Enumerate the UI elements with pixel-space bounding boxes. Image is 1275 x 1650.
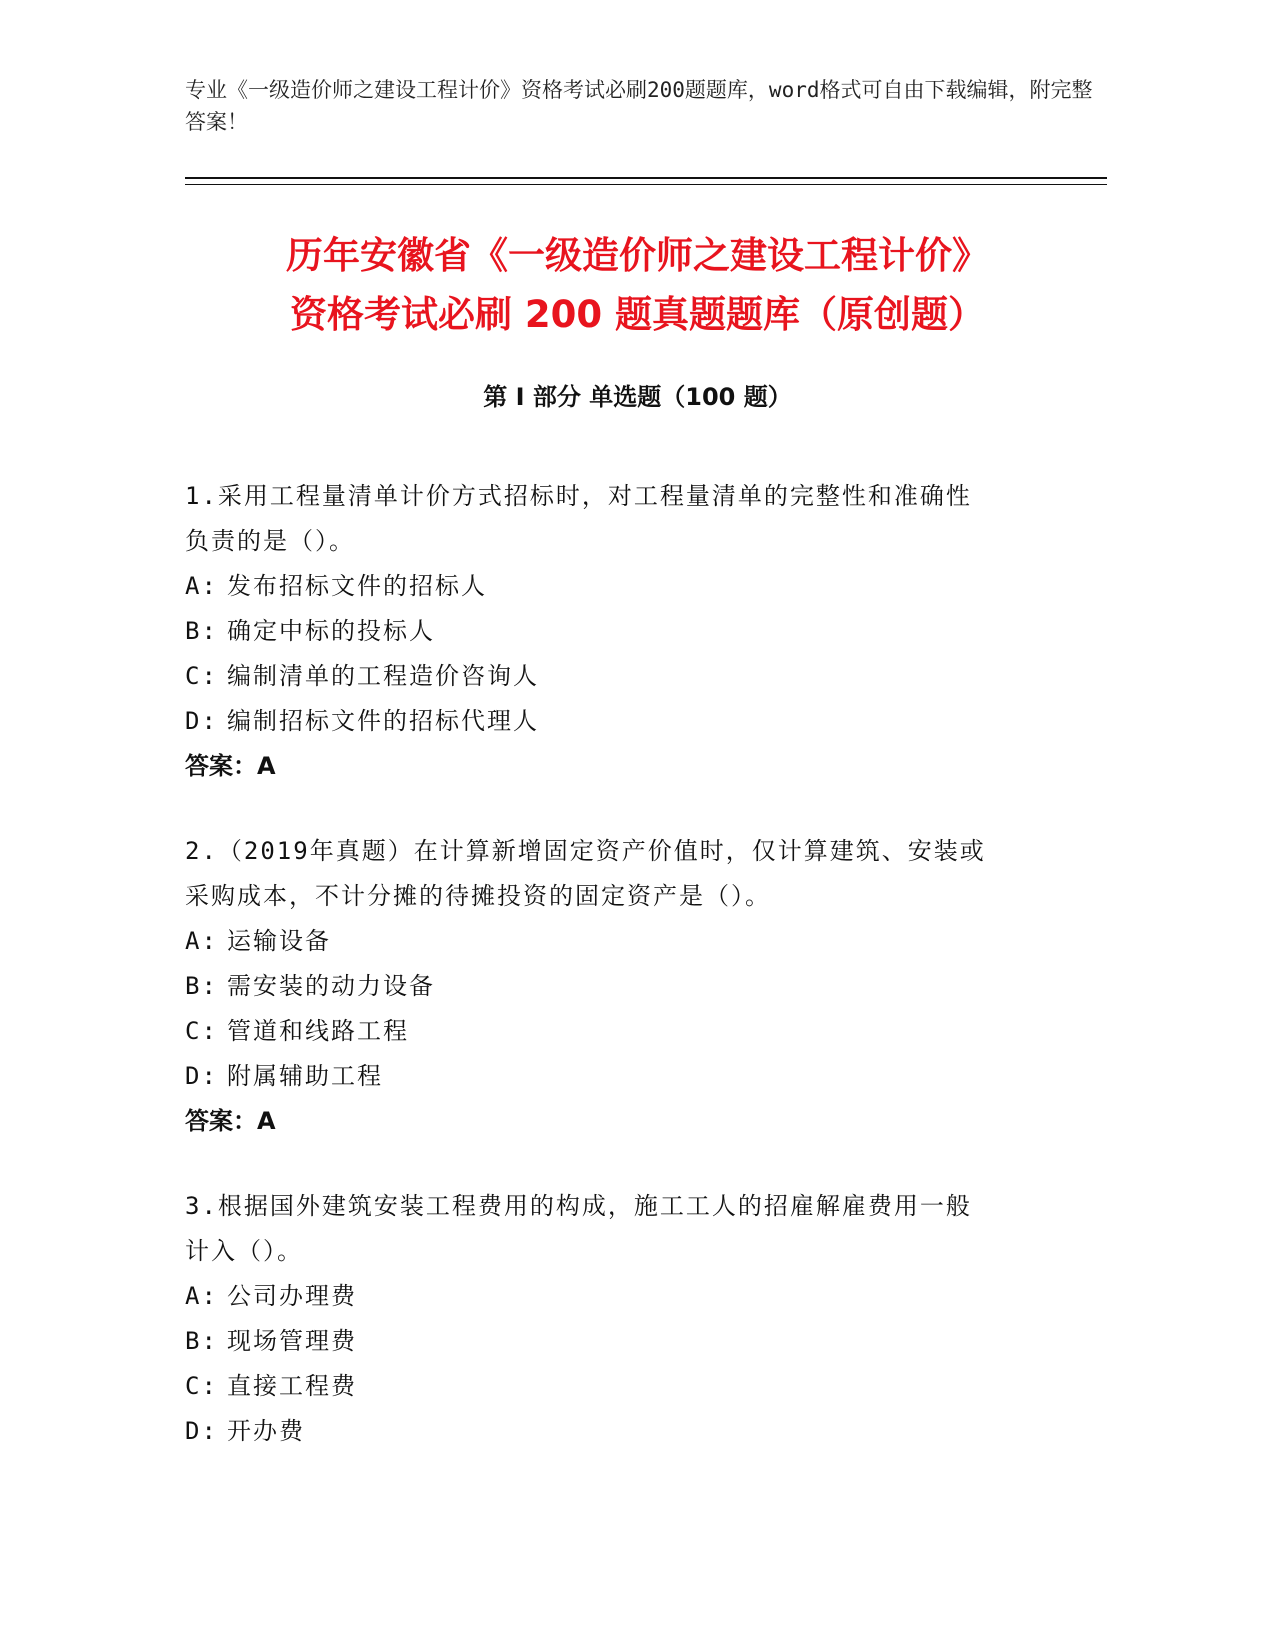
question-text-line: 负责的是（）。 — [185, 527, 355, 555]
question-text-line: 3.根据国外建筑安装工程费用的构成，施工工人的招雇解雇费用一般 — [185, 1192, 972, 1220]
question-1 — [185, 474, 1090, 789]
header-note: 专业《一级造价师之建设工程计价》资格考试必刷200题题库，word格式可自由下载编辑，附完整答案！ — [185, 78, 1093, 134]
option-text: 确定中标的投标人 — [227, 617, 435, 645]
option-c — [185, 654, 1090, 699]
option-letter: A: — [185, 927, 218, 955]
option-letter: C: — [185, 662, 218, 690]
document-title — [150, 226, 1125, 344]
header-rule-thick — [185, 177, 1107, 179]
option-letter: C: — [185, 1372, 218, 1400]
section-title: 第 I 部分 单选题（100 题） — [483, 383, 792, 411]
option-letter: D: — [185, 707, 218, 735]
option-b — [185, 609, 1090, 654]
option-letter: A: — [185, 572, 218, 600]
option-text: 开办费 — [227, 1417, 305, 1445]
question-2 — [185, 829, 1090, 1144]
option-b — [185, 964, 1090, 1009]
option-letter: B: — [185, 617, 218, 645]
question-text-line: 计入（）。 — [185, 1237, 303, 1265]
option-a — [185, 564, 1090, 609]
option-text: 附属辅助工程 — [227, 1062, 383, 1090]
option-letter: A: — [185, 1282, 218, 1310]
option-c — [185, 1364, 1090, 1409]
option-a — [185, 1274, 1090, 1319]
option-letter: B: — [185, 972, 218, 1000]
option-text: 发布招标文件的招标人 — [227, 572, 487, 600]
option-d — [185, 1409, 1090, 1454]
option-letter: B: — [185, 1327, 218, 1355]
option-a — [185, 919, 1090, 964]
option-d — [185, 699, 1090, 744]
answer: 答案：A — [185, 1107, 276, 1135]
header-rule-thin — [185, 184, 1107, 185]
question-text-line: 采购成本，不计分摊的待摊投资的固定资产是（）。 — [185, 882, 771, 910]
option-b — [185, 1319, 1090, 1364]
title-line-1: 历年安徽省《一级造价师之建设工程计价》 — [286, 234, 989, 277]
option-text: 编制招标文件的招标代理人 — [227, 707, 539, 735]
option-text: 编制清单的工程造价咨询人 — [227, 662, 539, 690]
option-c — [185, 1009, 1090, 1054]
option-text: 管道和线路工程 — [227, 1017, 409, 1045]
option-text: 运输设备 — [227, 927, 331, 955]
option-letter: D: — [185, 1062, 218, 1090]
option-text: 公司办理费 — [227, 1282, 357, 1310]
option-text: 直接工程费 — [227, 1372, 357, 1400]
option-text: 现场管理费 — [227, 1327, 357, 1355]
option-letter: C: — [185, 1017, 218, 1045]
option-letter: D: — [185, 1417, 218, 1445]
question-text-line: 2.（2019年真题）在计算新增固定资产价值时，仅计算建筑、安装或 — [185, 837, 986, 865]
answer: 答案：A — [185, 752, 276, 780]
option-d — [185, 1054, 1090, 1099]
question-text-line: 1.采用工程量清单计价方式招标时，对工程量清单的完整性和准确性 — [185, 482, 972, 510]
option-text: 需安装的动力设备 — [227, 972, 435, 1000]
question-3 — [185, 1184, 1090, 1454]
question-list — [185, 474, 1090, 1494]
title-line-2: 资格考试必刷 200 题真题题库（原创题） — [290, 293, 985, 336]
